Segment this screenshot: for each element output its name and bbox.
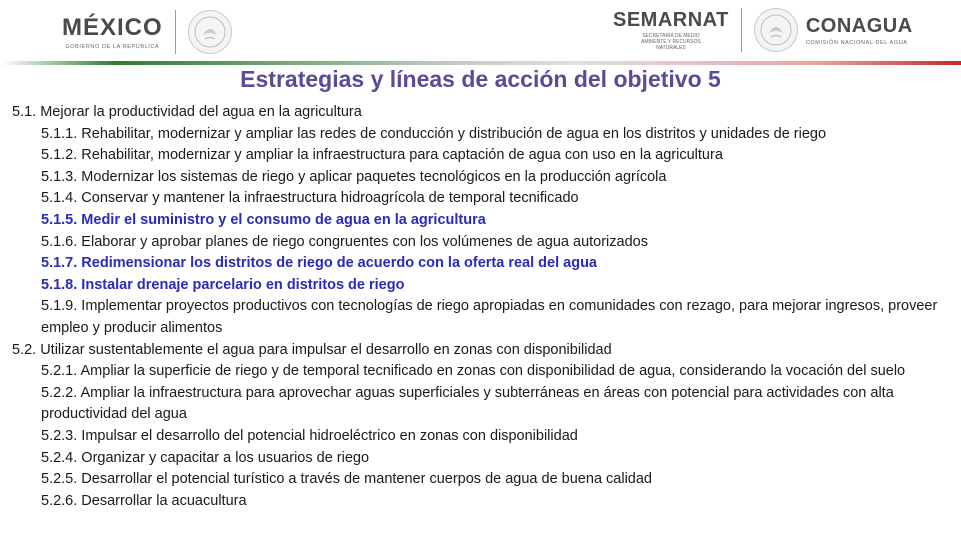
action-line-item-highlighted: 5.1.5. Medir el suministro y el consumo de agua en la agricultura: [41, 211, 486, 228]
mexican-coat-of-arms-icon: [188, 10, 232, 54]
gobierno-mexico-logo: [62, 10, 232, 54]
conagua-logo-subtitle: COMISIÓN NACIONAL DEL AGUA: [805, 39, 908, 46]
mexico-logo-title: MÉXICO: [62, 13, 163, 41]
mexican-coat-of-arms-icon: [754, 8, 798, 52]
page-title: Estrategias y líneas de acción del objetivo 5: [240, 66, 721, 92]
action-line-item: 5.1.6. Elaborar y aprobar planes de riego congruentes con los volúmenes de agua autorizados: [41, 233, 648, 250]
mexico-logo-subtitle: GOBIERNO DE LA REPÚBLICA: [65, 43, 160, 50]
semarnat-logo-title: SEMARNAT: [613, 9, 729, 31]
action-line-item-highlighted: 5.1.7. Redimensionar los distritos de riego de acuerdo con la oferta real del agua: [41, 255, 597, 272]
logo-divider-right: [741, 8, 742, 52]
action-line-item: 5.2.1. Ampliar la superficie de riego y de temporal tecnificado en zonas con disponibilidad de agua, considerando la vocación del suelo: [41, 363, 906, 380]
strategy-item: 5.2. Utilizar sustentablemente el agua para impulsar el desarrollo en zonas con disponibilidad: [12, 341, 612, 358]
action-line-item: 5.1.9. Implementar proyectos productivos con tecnologías de riego apropiadas en comunidades con rezago, para mejorar ingresos, proveer empleo y producir alimentos: [41, 298, 938, 336]
strategy-list: [12, 102, 952, 512]
action-line-item-highlighted: 5.1.8. Instalar drenaje parcelario en distritos de riego: [41, 276, 405, 293]
action-line-item: 5.1.3. Modernizar los sistemas de riego y aplicar paquetes tecnológicos en la producción agrícola: [41, 168, 667, 185]
action-line-item: 5.1.2. Rehabilitar, modernizar y ampliar la infraestructura para captación de agua con uso en la agricultura: [41, 147, 723, 164]
flag-color-bar: [0, 61, 961, 65]
strategy-item: 5.1. Mejorar la productividad del agua en la agricultura: [12, 104, 362, 120]
conagua-logo-title: CONAGUA: [805, 14, 913, 37]
action-line-item: 5.2.3. Impulsar el desarrollo del potencial hidroeléctrico en zonas con disponibilidad: [41, 427, 578, 444]
action-line-item: 5.2.6. Desarrollar la acuacultura: [41, 492, 247, 509]
action-line-item: 5.2.5. Desarrollar el potencial turístico a través de mantener cuerpos de agua de buena calidad: [41, 471, 652, 488]
action-line-item: 5.2.2. Ampliar la infraestructura para aprovechar aguas superficiales y subterráneas en áreas con potencial para actividades con alta productividad del agua: [41, 384, 894, 423]
action-line-item: 5.1.1. Rehabilitar, modernizar y ampliar las redes de conducción y distribución de agua en los distritos y unidades de riego: [41, 125, 827, 142]
page-header: [0, 0, 961, 66]
semarnat-logo-subtitle: SECRETARÍA DE MEDIO AMBIENTE Y RECURSOS NATURALES: [641, 33, 701, 51]
action-line-item: 5.1.4. Conservar y mantener la infraestructura hidroagrícola de temporal tecnificado: [41, 190, 579, 207]
semarnat-conagua-logo: [613, 8, 913, 52]
action-line-item: 5.2.4. Organizar y capacitar a los usuarios de riego: [41, 449, 370, 466]
logo-divider: [175, 10, 176, 54]
